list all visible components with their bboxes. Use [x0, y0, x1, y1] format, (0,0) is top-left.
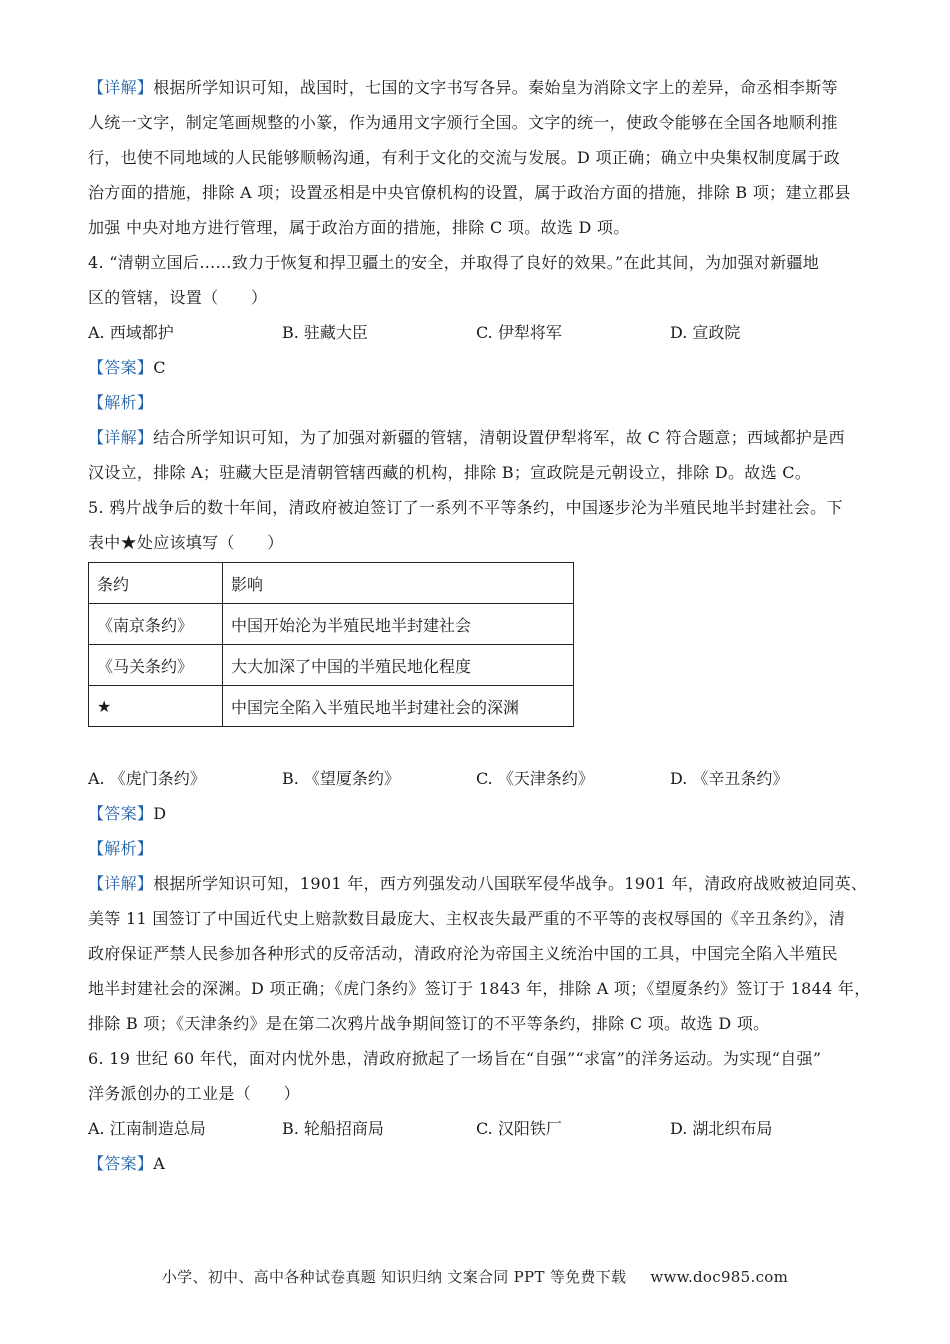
table-row [89, 686, 574, 727]
option-d: D. 宣政院 [670, 323, 741, 342]
treaty-table [88, 562, 574, 727]
answer-line [88, 796, 864, 831]
question-stem: 区的管辖，设置（ ） [88, 288, 268, 307]
answer-tag: 【答案】 [88, 804, 154, 823]
analysis-line [88, 385, 864, 420]
option-b: B. 轮船招商局 [282, 1119, 384, 1138]
question-4 [88, 245, 864, 490]
detail-line: 行，也使不同地域的人民能够顺畅沟通，有利于文化的交流与发展。D 项正确；确立中央集权制度属于政 [88, 148, 841, 167]
analysis-tag: 【解析】 [88, 393, 154, 412]
option-b: B. 驻藏大臣 [282, 323, 368, 342]
detail-line: 【详解】结合所学知识可知，为了加强对新疆的管辖，清朝设置伊犁将军，故 C 符合题意；西域都护是西 [88, 428, 845, 447]
page-footer [0, 1266, 950, 1287]
detail-tag: 【详解】 [88, 874, 154, 893]
options-row [88, 1111, 864, 1146]
table-row [89, 604, 574, 645]
table-cell: 中国开始沦为半殖民地半封建社会 [223, 604, 574, 645]
question-stem: 5. 鸦片战争后的数十年间，清政府被迫签订了一系列不平等条约，中国逐步沦为半殖民地半封建社会。下 [88, 498, 843, 517]
footer-link[interactable]: www.doc985.com [650, 1268, 789, 1286]
option-c: C. 伊犁将军 [476, 323, 562, 342]
answer-line [88, 350, 864, 385]
detail-tag: 【详解】 [88, 428, 154, 447]
question-5 [88, 490, 871, 1041]
table-header-cell: 影响 [223, 563, 574, 604]
answer-line [88, 1146, 864, 1181]
option-d: D. 《辛丑条约》 [670, 769, 789, 788]
footer-text: 小学、初中、高中各种试卷真题 知识归纳 文案合同 PPT 等免费下载 [161, 1268, 627, 1286]
question-stem: 6. 19 世纪 60 年代，面对内忧外患，清政府掀起了一场旨在“自强”“求富”的洋务运动。为实现“自强” [88, 1049, 822, 1068]
option-a: A. 江南制造总局 [88, 1119, 206, 1138]
analysis-line [88, 831, 864, 866]
question-stem: 洋务派创办的工业是（ ） [88, 1084, 300, 1103]
option-b: B. 《望厦条约》 [282, 769, 400, 788]
table-cell: 中国完全陷入半殖民地半封建社会的深渊 [223, 686, 574, 727]
question-stem: 表中★处应该填写（ ） [88, 533, 284, 552]
table-row [89, 645, 574, 686]
option-d: D. 湖北织布局 [670, 1119, 773, 1138]
detail-line: 加强 中央对地方进行管理，属于政治方面的措施，排除 C 项。故选 D 项。 [88, 218, 630, 237]
table-header-cell: 条约 [89, 563, 223, 604]
answer-tag: 【答案】 [88, 358, 154, 377]
answer-tag: 【答案】 [88, 1154, 154, 1173]
detail-line: 【详解】根据所学知识可知，1901 年，西方列强发动八国联军侵华战争。1901 年，清政府战败被迫同英、 [88, 874, 868, 893]
table-cell: 《马关条约》 [89, 645, 223, 686]
analysis-tag: 【解析】 [88, 839, 154, 858]
detail-line: 美等 11 国签订了中国近代史上赔款数目最庞大、主权丧失最严重的不平等的丧权辱国的《辛丑条约》，清 [88, 909, 846, 928]
detail-q3 [88, 70, 864, 245]
table-cell: 《南京条约》 [89, 604, 223, 645]
table-cell: ★ [89, 686, 223, 727]
detail-line: 人统一文字，制定笔画规整的小篆，作为通用文字颁行全国。文字的统一，使政令能够在全国各地顺利推 [88, 113, 838, 132]
detail-line: 排除 B 项；《天津条约》是在第二次鸦片战争期间签订的不平等条约，排除 C 项。故选 D 项。 [88, 1014, 770, 1033]
document-page [88, 70, 871, 1181]
option-c: C. 《天津条约》 [476, 769, 594, 788]
answer-value: A [153, 1154, 166, 1173]
question-6 [88, 1041, 864, 1181]
options-row [88, 315, 864, 350]
option-a: A. 西域都护 [88, 323, 174, 342]
options-row [88, 761, 864, 796]
table-cell: 大大加深了中国的半殖民地化程度 [223, 645, 574, 686]
answer-value: C [153, 358, 166, 377]
detail-line: 汉设立，排除 A；驻藏大臣是清朝管辖西藏的机构，排除 B；宣政院是元朝设立，排除 D。故选 C。 [88, 463, 812, 482]
answer-value: D [153, 804, 167, 823]
detail-line: 【详解】根据所学知识可知，战国时，七国的文字书写各异。秦始皇为消除文字上的差异，命丞相李斯等 [88, 78, 838, 97]
detail-line: 地半封建社会的深渊。D 项正确；《虎门条约》签订于 1843 年，排除 A 项；《望厦条约》签订于 1844 年， [88, 979, 871, 998]
detail-tag: 【详解】 [88, 78, 154, 97]
option-c: C. 汉阳铁厂 [476, 1119, 562, 1138]
question-stem: 4. “清朝立国后……致力于恢复和捍卫疆土的安全，并取得了良好的效果。”在此其间，为加强对新疆地 [88, 253, 820, 272]
spacer [88, 727, 864, 761]
detail-line: 政府保证严禁人民参加各种形式的反帝活动，清政府沦为帝国主义统治中国的工具，中国完全陷入半殖民 [88, 944, 838, 963]
table-header-row [89, 563, 574, 604]
option-a: A. 《虎门条约》 [88, 769, 206, 788]
detail-line: 治方面的措施，排除 A 项；设置丞相是中央官僚机构的设置，属于政治方面的措施，排除 B 项；建立郡县 [88, 183, 851, 202]
